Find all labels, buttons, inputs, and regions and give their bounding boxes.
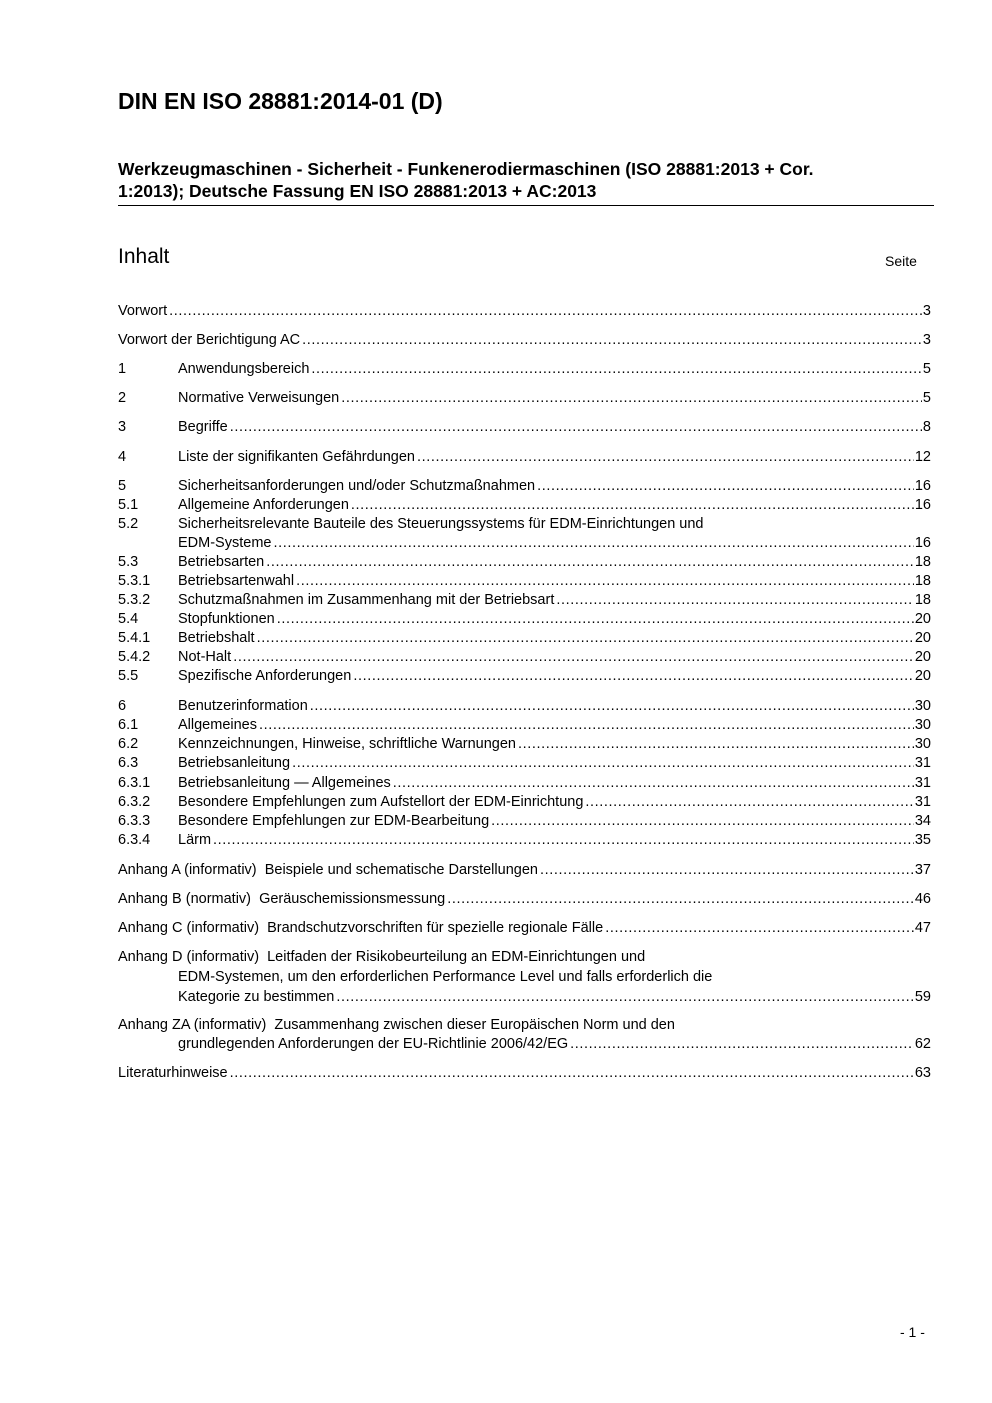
toc-entry-number: 5.4.1 [118,630,151,646]
toc-entry-page: 31 [914,755,931,771]
toc-entry-page: 59 [914,989,931,1005]
toc-entry-text: Betriebsanleitung — Allgemeines [178,775,391,791]
toc-entry-text: Betriebsanleitung [178,755,291,771]
toc-leader [518,734,914,754]
toc-entry-text: Stopfunktionen [178,611,275,627]
toc-entry-page: 20 [914,668,931,684]
toc-entry-number: 6 [118,698,127,714]
toc-entry-text: Kennzeichnungen, Hinweise, schriftliche Warnungen [178,736,516,752]
toc-entry-page: 18 [914,554,931,570]
toc-entry-page: 20 [914,630,931,646]
toc-entry-5-3-1[interactable] [118,571,931,591]
page-number: - 1 - [900,1324,925,1340]
annex-type: (informativ) [186,949,260,965]
toc-entry-4[interactable] [118,447,931,467]
toc-leader [233,647,914,667]
toc-leader [585,792,913,812]
toc-leader [310,696,914,716]
toc-entry-text: Vorwort der Berichtigung AC [118,332,301,348]
toc-entry-page: 30 [914,698,931,714]
toc-entry-text: Spezifische Anforderungen [178,668,352,684]
toc-entry-5-2[interactable] [118,514,931,534]
toc-entry-text: Schutzmaßnahmen im Zusammenhang mit der Betriebsart [178,592,555,608]
toc-entry-number: 5.5 [118,668,139,684]
toc-annex-heading [118,889,445,909]
toc-entry-text: Not-Halt [178,649,232,665]
toc-entry-6-3-4[interactable] [118,830,931,850]
toc-entry-text: Betriebsartenwahl [178,573,295,589]
annex-label: Anhang ZA [118,1017,190,1033]
toc-heading: Inhalt [118,245,170,268]
toc-entry-page: 47 [914,920,931,936]
toc-entry-5-5[interactable] [118,666,931,686]
toc-entry-page: 31 [914,794,931,810]
toc-leader [266,552,914,572]
toc-leader [540,860,914,880]
annex-type: (informativ) [193,1017,267,1033]
toc-entry-page: 34 [914,813,931,829]
toc-entry-number: 2 [118,390,127,406]
toc-entry-5-3-2[interactable] [118,590,931,610]
toc-annex-heading [118,1015,675,1035]
toc-entry-number: 3 [118,419,127,435]
toc-leader [336,987,914,1007]
toc-annex-b[interactable] [118,889,931,909]
annex-text: Leitfaden der Risikobeurteilung an EDM-Einrichtungen und [267,949,646,965]
toc-entry-2[interactable] [118,388,931,408]
toc-entry-text: Vorwort [118,303,168,319]
toc-entry-number: 4 [118,449,127,465]
toc-leader [257,628,914,648]
toc-leader [259,715,914,735]
toc-entry-number: 6.3.1 [118,775,151,791]
toc-entry-number: 6.2 [118,736,139,752]
toc-leader [570,1034,914,1054]
toc-entry-number: 5.4 [118,611,139,627]
toc-entry-5-4-1[interactable] [118,628,931,648]
toc-entry-vorwort[interactable] [118,301,931,321]
toc-entry-text: Besondere Empfehlungen zur EDM-Bearbeitung [178,813,490,829]
toc-leader [213,830,914,850]
toc-entry-page: 3 [922,303,931,319]
toc-leader [351,495,914,515]
toc-leader [605,918,914,938]
toc-entry-number: 5.3.1 [118,573,151,589]
toc-annex-za-cont[interactable] [118,1034,931,1054]
toc-entry-page: 16 [914,478,931,494]
toc-annex-heading [118,947,645,967]
toc-entry-number: 5.3 [118,554,139,570]
toc-annex-heading [118,860,538,880]
document-subtitle [118,158,938,202]
annex-type: (informativ) [184,862,257,878]
toc-entry-number: 5.2 [118,516,139,532]
toc-leader [417,447,914,467]
toc-entry-5-3[interactable] [118,552,931,572]
toc-entry-text: Normative Verweisungen [178,390,340,406]
toc-entry-number: 5.3.2 [118,592,151,608]
toc-entry-number: 5 [118,478,127,494]
toc-entry-vorwort-ac[interactable] [118,330,931,350]
toc-leader [230,1063,914,1083]
toc-leader [353,666,914,686]
subtitle-line-2: 1:2013); Deutsche Fassung EN ISO 28881:2013 + AC:2013 [118,181,597,201]
toc-entry-6-1[interactable] [118,715,931,735]
annex-label: Anhang C [118,920,183,936]
toc-entry-text: Anwendungsbereich [178,361,310,377]
document-id-title: DIN EN ISO 28881:2014-01 (D) [118,88,443,114]
toc-entry-text-cont: EDM-Systeme [178,535,272,551]
toc-entry-page: 31 [914,775,931,791]
toc-entry-page: 8 [922,419,931,435]
toc-leader [296,571,914,591]
annex-text: Geräuschemissionsmessung [259,891,446,907]
toc-entry-page: 63 [914,1065,931,1081]
toc-entry-page: 35 [914,832,931,848]
toc-entry-1[interactable] [118,359,931,379]
toc-entry-number: 6.3.3 [118,813,151,829]
toc-leader [556,590,914,610]
toc-entry-text: Benutzerinformation [178,698,308,714]
toc-entry-number: 5.4.2 [118,649,151,665]
toc-annex-d-cont-1: EDM-Systemen, um den erforderlichen Performance Level und falls erforderlich die [178,969,713,985]
toc-annex-za[interactable] [118,1015,931,1035]
page-column-label: Seite [885,253,917,269]
toc-leader [273,533,913,553]
toc-entry-number: 1 [118,361,127,377]
toc-entry-page: 30 [914,717,931,733]
toc-entry-text-cont: grundlegenden Anforderungen der EU-Richtlinie 2006/42/EG [178,1036,569,1052]
toc-entry-5-4[interactable] [118,609,931,629]
annex-label: Anhang B [118,891,182,907]
toc-entry-text: Sicherheitsanforderungen und/oder Schutzmaßnahmen [178,478,536,494]
toc-entry-5-2-cont[interactable] [118,533,931,553]
toc-entry-text: Sicherheitsrelevante Bauteile des Steuerungssystems für EDM-Einrichtungen und [178,516,704,532]
toc-entry-page: 62 [914,1036,931,1052]
toc-entry-text: Lärm [178,832,212,848]
toc-entry-page: 16 [914,535,931,551]
annex-type: (informativ) [186,920,260,936]
toc-leader [341,388,922,408]
toc-entry-3[interactable] [118,417,931,437]
toc-entry-text: Literaturhinweise [118,1065,228,1081]
toc-leader [491,811,914,831]
toc-annex-d[interactable] [118,947,931,967]
toc-leader [230,417,922,437]
toc-entry-text: Betriebsarten [178,554,265,570]
toc-entry-page: 30 [914,736,931,752]
annex-text: Brandschutzvorschriften für spezielle regionale Fälle [267,920,604,936]
toc-entry-text: Allgemeine Anforderungen [178,497,349,513]
title-divider [118,205,934,206]
toc-entry-6-3-1[interactable] [118,773,931,793]
toc-entry-page: 5 [922,390,931,406]
subtitle-line-1: Werkzeugmaschinen - Sicherheit - Funkenerodiermaschinen (ISO 28881:2013 + Cor. [118,159,814,179]
annex-text: Beispiele und schematische Darstellungen [264,862,538,878]
toc-entry-number: 6.1 [118,717,139,733]
toc-entry-6-2[interactable] [118,734,931,754]
toc-entry-6[interactable] [118,696,931,716]
toc-entry-text-cont: Kategorie zu bestimmen [178,989,335,1005]
toc-entry-number: 6.3.4 [118,832,151,848]
toc-entry-5[interactable] [118,476,931,496]
toc-entry-6-3-3[interactable] [118,811,931,831]
toc-entry-number: 6.3 [118,755,139,771]
toc-entry-page: 3 [922,332,931,348]
toc-leader [311,359,922,379]
toc-entry-literaturhinweise[interactable] [118,1063,931,1083]
toc-entry-page: 18 [914,573,931,589]
annex-text: Zusammenhang zwischen dieser Europäischen Norm und den [274,1017,675,1033]
toc-entry-page: 20 [914,649,931,665]
toc-leader [169,301,922,321]
toc-entry-text: Liste der signifikanten Gefährdungen [178,449,415,465]
toc-entry-text: Begriffe [178,419,228,435]
toc-leader [537,476,914,496]
toc-entry-6-3[interactable] [118,753,931,773]
toc-leader [302,330,922,350]
toc-entry-text: Betriebshalt [178,630,255,646]
toc-entry-5-4-2[interactable] [118,647,931,667]
annex-label: Anhang A [118,862,181,878]
toc-annex-a[interactable] [118,860,931,880]
toc-entry-page: 18 [914,592,931,608]
toc-annex-d-cont-2[interactable] [118,987,931,1007]
toc-entry-page: 37 [914,862,931,878]
toc-leader [277,609,914,629]
toc-entry-number: 6.3.2 [118,794,151,810]
toc-leader [447,889,914,909]
annex-label: Anhang D [118,949,183,965]
toc-entry-page: 46 [914,891,931,907]
toc-entry-5-1[interactable] [118,495,931,515]
toc-leader [292,753,914,773]
toc-leader [393,773,914,793]
toc-annex-c[interactable] [118,918,931,938]
annex-type: (normativ) [185,891,251,907]
toc-entry-number: 5.1 [118,497,139,513]
toc-entry-page: 20 [914,611,931,627]
toc-entry-page: 16 [914,497,931,513]
toc-entry-text: Allgemeines [178,717,257,733]
toc-entry-page: 12 [914,449,931,465]
toc-entry-text: Besondere Empfehlungen zum Aufstellort der EDM-Einrichtung [178,794,584,810]
toc-entry-6-3-2[interactable] [118,792,931,812]
toc-annex-heading [118,918,603,938]
toc-entry-page: 5 [922,361,931,377]
